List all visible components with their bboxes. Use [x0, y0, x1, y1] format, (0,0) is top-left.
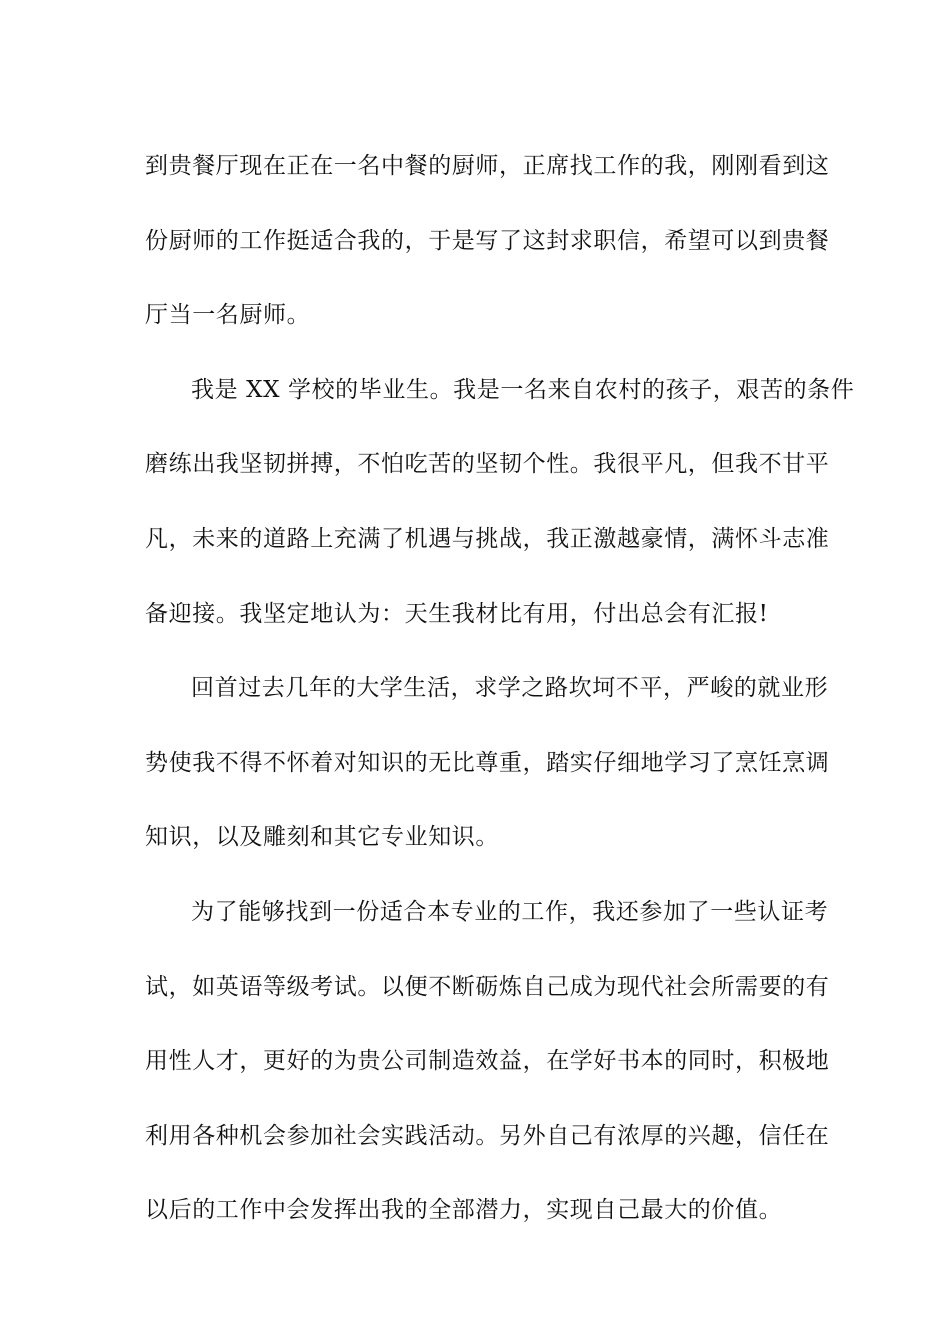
- text-line: 份厨师的工作挺适合我的，于是写了这封求职信，希望可以到贵餐: [145, 227, 830, 254]
- text-line: 知识，以及雕刻和其它专业知识。: [145, 824, 499, 851]
- paragraph-4: [145, 875, 830, 1248]
- letter-body: [145, 129, 855, 1248]
- text-line: 利用各种机会参加社会实践活动。另外自己有浓厚的兴趣，信任在: [145, 1122, 830, 1149]
- text-line: 磨练出我坚韧拼搏，不怕吃苦的坚韧个性。我很平凡，但我不甘平: [145, 451, 830, 478]
- text-line: 回首过去几年的大学生活，求学之路坎坷不平，严峻的就业形: [191, 675, 829, 702]
- text-line: 我是 XX 学校的毕业生。我是一名来自农村的孩子，艰苦的条件: [191, 376, 855, 403]
- text-line: 备迎接。我坚定地认为：天生我材比有用，付出总会有汇报!: [145, 600, 769, 627]
- text-line: 试，如英语等级考试。以便不断砺炼自己成为现代社会所需要的有: [145, 973, 830, 1000]
- text-line: 以后的工作中会发挥出我的全部潜力，实现自己最大的价值。: [145, 1197, 783, 1224]
- text-line: 到贵餐厅现在正在一名中餐的厨师，正席找工作的我，刚刚看到这: [145, 153, 830, 179]
- text-line: 用性人才，更好的为贵公司制造效益，在学好书本的同时，积极地: [145, 1048, 830, 1075]
- paragraph-1: [145, 129, 830, 353]
- paragraph-3: [145, 651, 830, 875]
- paragraph-2: [145, 353, 855, 651]
- text-line: 为了能够找到一份适合本专业的工作，我还参加了一些认证考: [191, 898, 829, 925]
- text-line: 凡，未来的道路上充满了机遇与挑战，我正激越豪情，满怀斗志准: [145, 525, 830, 552]
- text-line: 厅当一名厨师。: [145, 302, 311, 329]
- text-line: 势使我不得不怀着对知识的无比尊重，踏实仔细地学习了烹饪烹调: [145, 749, 830, 776]
